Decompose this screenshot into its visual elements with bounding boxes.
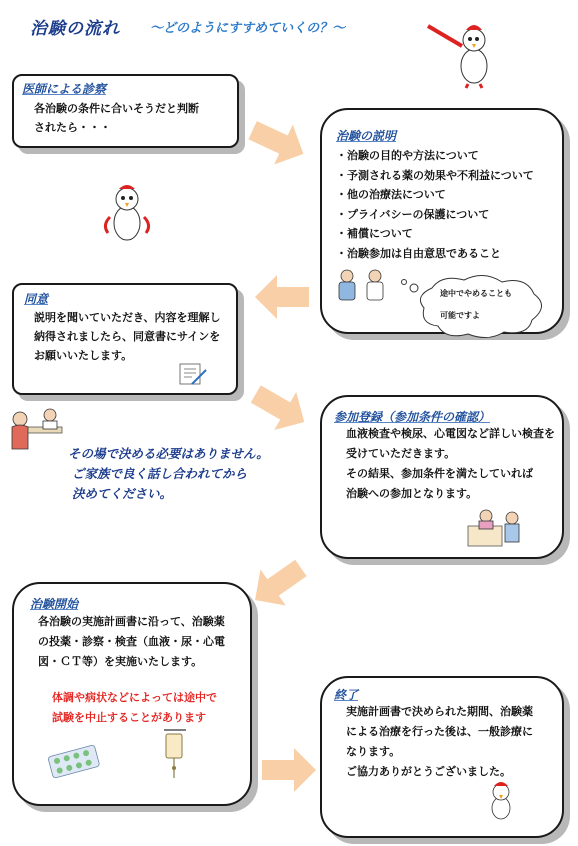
discontinuation-warning: 体調や病状などによっては途中で 試験を中止することがあります	[52, 691, 217, 724]
step-explanation-list	[336, 146, 534, 263]
step-consent-title: 同意	[24, 292, 49, 306]
step-diagnosis-text: 各治験の条件に合いそうだと判断 されたら・・・	[34, 102, 199, 134]
list-item: ・ 補償について	[336, 224, 534, 244]
step-end-text: 実施計画書で決められた期間、治験薬 による治療を行った後は、一般診療に なります。 ご協力ありがとうございました。	[346, 705, 533, 778]
iv-drip-icon	[160, 728, 190, 780]
mascot-bird-icon	[100, 185, 155, 245]
step-end-title: 終了	[334, 688, 359, 702]
arrow-down-right-icon	[252, 384, 312, 434]
arrow-down-right-icon	[250, 118, 310, 168]
doctor-patient-icon	[333, 268, 393, 308]
step-consent-text: 説明を聞いていただき、内容を理解し 納得されましたら、同意書にサインを お願いいたします。	[34, 311, 221, 362]
medicine-pills-icon	[46, 742, 106, 782]
arrow-right-icon	[262, 748, 318, 792]
step-explanation-title: 治験の説明	[336, 129, 397, 143]
arrow-down-left-icon	[250, 560, 310, 610]
list-item: ・ 他の治療法について	[336, 185, 534, 205]
list-item: ・ 予測される薬の効果や不利益について	[336, 166, 534, 186]
decision-note: その場で決める必要はありません。 ご家族で良く話し合われてから 決めてください。	[68, 446, 269, 501]
mascot-bird-pointer-icon	[428, 18, 508, 88]
step-registration-title: 参加登録（参加条件の確認）	[334, 410, 491, 424]
page-title: 治験の流れ	[30, 19, 120, 39]
mascot-bowing-icon	[486, 780, 516, 820]
step-start-text: 各治験の実施計画書に沿って、治験薬 の投薬・診察・検査（血液・尿・心電 図・ＣＴ等）を実施いたします。	[38, 615, 225, 668]
speech-bubble-text: 途中でやめることも 可能ですよ	[440, 289, 512, 320]
page-subtitle: 〜どのようにすすめていくの？〜	[150, 21, 346, 36]
list-item: ・ 治験参加は自由意思であること	[336, 244, 534, 264]
arrow-left-icon	[255, 275, 311, 319]
list-item: ・ プライバシーの保護について	[336, 205, 534, 225]
counseling-scene-icon	[6, 405, 66, 460]
step-diagnosis-title: 医師による診察	[22, 82, 107, 96]
examination-scene-icon	[468, 504, 524, 550]
list-item: ・ 治験の目的や方法について	[336, 146, 534, 166]
consent-form-icon	[178, 362, 208, 386]
step-registration-text: 血液検査や検尿、心電図など詳しい検査を 受けていただきます。 その結果、参加条件を満たしていれば 治験への参加となります。	[346, 427, 555, 500]
step-start-title: 治験開始	[30, 597, 79, 611]
